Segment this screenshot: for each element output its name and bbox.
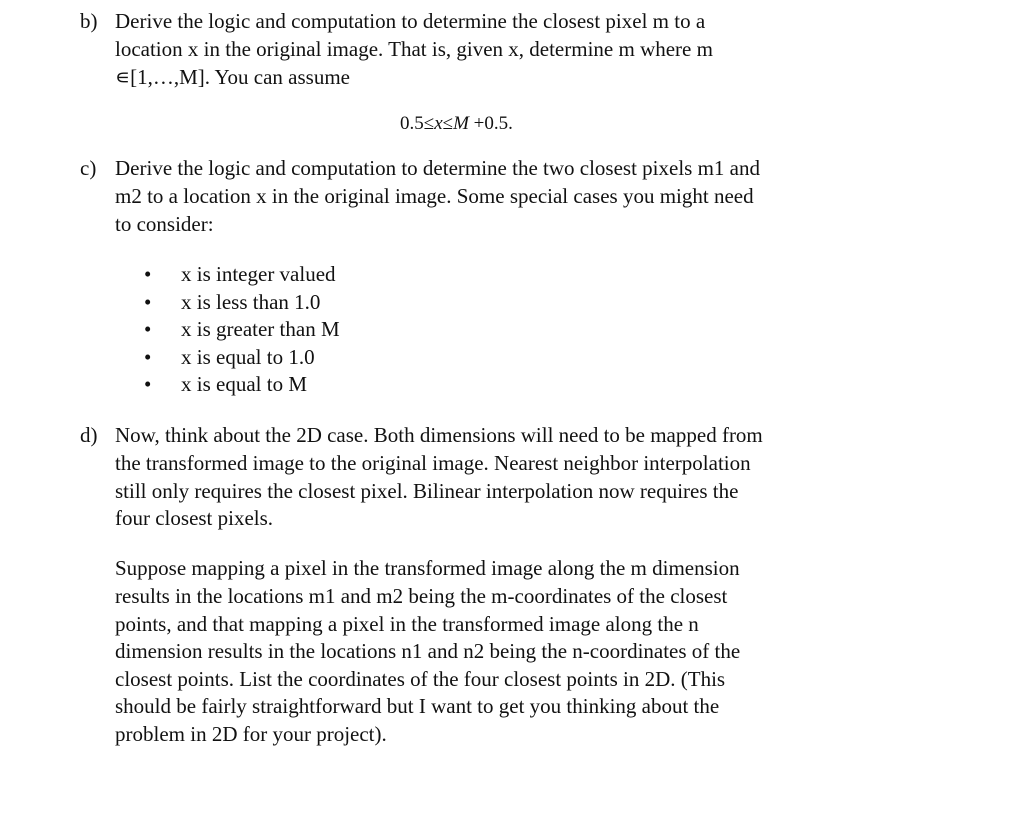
bullet-icon: • (144, 372, 152, 396)
equation-leq-2: ≤ (442, 113, 454, 134)
question-b-line-2: location x in the original image. That is, given x, determine m where m (115, 37, 713, 61)
question-c-line-1: Derive the logic and computation to determine the two closest pixels m1 and (115, 156, 761, 180)
question-d-line-2: the transformed image to the original image. Nearest neighbor interpolation (115, 451, 751, 475)
question-b-marker: b) (80, 9, 98, 33)
bullet-icon: • (144, 289, 152, 314)
bullet-icon: • (144, 344, 152, 369)
question-d-para2-line-1: Suppose mapping a pixel in the transformed image along the m dimension (115, 556, 740, 580)
question-d-marker: d) (80, 423, 98, 447)
range-equation (400, 112, 513, 136)
question-b-line-3: ∊[1,…,M]. You can assume (115, 65, 350, 89)
list-item-text: x is equal to 1.0 (181, 344, 315, 369)
equation-var-x: x (434, 113, 443, 134)
question-d-line-4: four closest pixels. (115, 506, 274, 530)
bullet-icon: • (144, 262, 152, 286)
question-d-line-1: Now, think about the 2D case. Both dimensions will need to be mapped from (115, 423, 763, 447)
equation-var-m: M (453, 113, 469, 134)
question-d-para2-line-2: results in the locations m1 and m2 being the m-coordinates of the closest (115, 584, 728, 608)
equation-plus: + (473, 113, 485, 134)
question-d-para2-line-4: dimension results in the locations n1 and n2 being the n-coordinates of the (115, 639, 741, 663)
question-d-para2-line-7: problem in 2D for your project). (115, 722, 387, 746)
equation-upper-const: 0.5 (484, 113, 509, 134)
list-item-text: x is equal to M (181, 372, 307, 396)
question-c-line-2: m2 to a location x in the original image. Some special cases you might need (115, 184, 754, 208)
list-item-text: x is greater than M (181, 317, 340, 341)
question-d-para2-line-6: should be fairly straightforward but I want to get you thinking about the (115, 694, 720, 718)
list-item-text: x is less than 1.0 (181, 289, 321, 314)
question-d-para2-line-3: points, and that mapping a pixel in the transformed image along the n (115, 612, 699, 636)
question-b-line-1: Derive the logic and computation to determine the closest pixel m to a (115, 9, 706, 33)
question-d-para2-line-5: closest points. List the coordinates of the four closest points in 2D. (This (115, 667, 726, 691)
question-c-marker: c) (80, 156, 97, 180)
list-item-text: x is integer valued (181, 262, 336, 286)
equation-lower-bound: 0.5 (400, 113, 424, 134)
question-d-line-3: still only requires the closest pixel. Bilinear interpolation now requires the (115, 479, 739, 503)
bullet-icon: • (144, 317, 152, 341)
question-c-line-3: to consider: (115, 212, 214, 236)
equation-leq-1: ≤ (423, 113, 435, 134)
equation-period: . (508, 113, 513, 134)
